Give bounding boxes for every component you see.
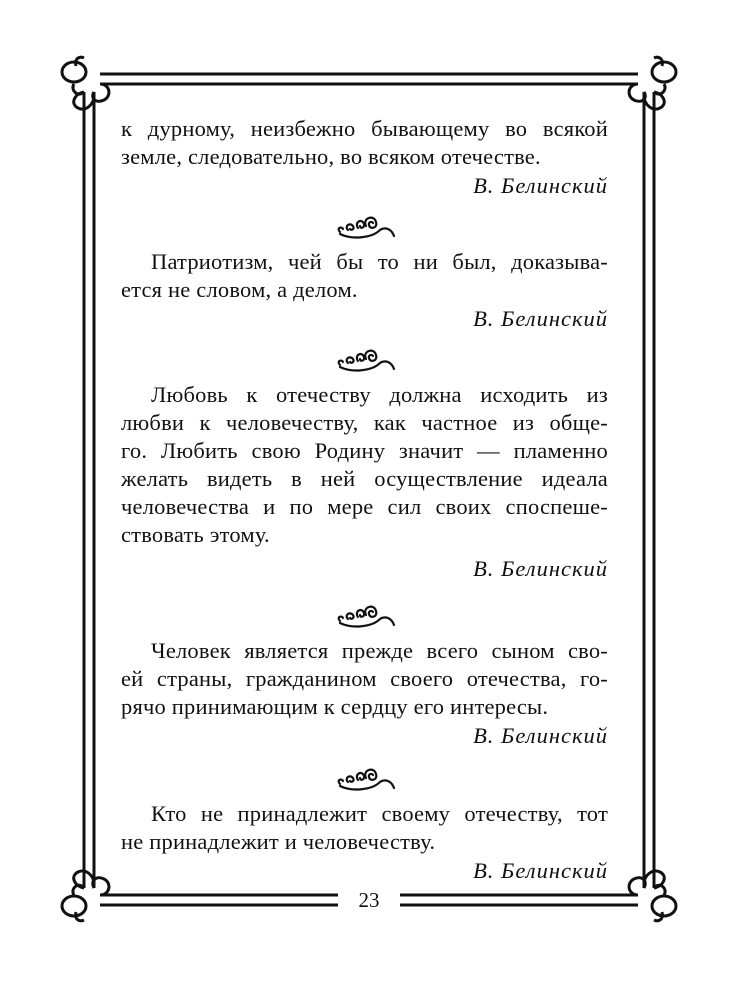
quote-line: не принадлежит и человечеству. <box>121 829 436 854</box>
quote-line: человечества и по мере сил своих споспеше- <box>121 494 608 519</box>
quote-line: Патриотизм, чей бы то ни был, доказыва- <box>151 249 608 274</box>
quote-author: В. Белинский <box>473 556 608 581</box>
quote-line: Любовь к отечеству должна исходить из <box>151 382 608 407</box>
quote-author: В. Белинский <box>473 306 608 331</box>
quote-line: земле, следовательно, во всяком отечестве. <box>121 144 541 169</box>
quote-author: В. Белинский <box>473 723 608 748</box>
quote-line: рячо принимающим к сердцу его интересы. <box>121 694 549 719</box>
swirl-ornament-icon <box>332 210 398 242</box>
quote-line: ется не словом, а делом. <box>121 277 358 302</box>
swirl-ornament-icon <box>332 599 398 631</box>
quote-2 <box>121 248 608 333</box>
quote-line: ствовать этому. <box>121 522 270 547</box>
quote-3 <box>121 381 608 583</box>
quote-line: любви к человечеству, как частное из обще- <box>121 410 608 435</box>
quote-1 <box>121 115 608 200</box>
quote-author: В. Белинский <box>473 173 608 198</box>
quote-line: Кто не принадлежит своему отечеству, тот <box>151 801 608 826</box>
quotes-column <box>121 115 608 885</box>
quote-line: ей страны, гражданином своего отечества, го- <box>121 666 608 691</box>
quote-author: В. Белинский <box>473 858 608 883</box>
swirl-ornament-icon <box>332 762 398 794</box>
quote-line: желать видеть в ней осуществление идеала <box>121 466 608 491</box>
quote-line: го. Любить свою Родину значит — пламенно <box>121 438 608 463</box>
quote-line: Человек является прежде всего сыном сво- <box>151 638 608 663</box>
page-number: 23 <box>339 887 399 913</box>
quote-line: к дурному, неизбежно бывающему во всякой <box>121 116 608 141</box>
swirl-ornament-icon <box>332 343 398 375</box>
quote-5 <box>121 800 608 885</box>
quote-4 <box>121 637 608 750</box>
